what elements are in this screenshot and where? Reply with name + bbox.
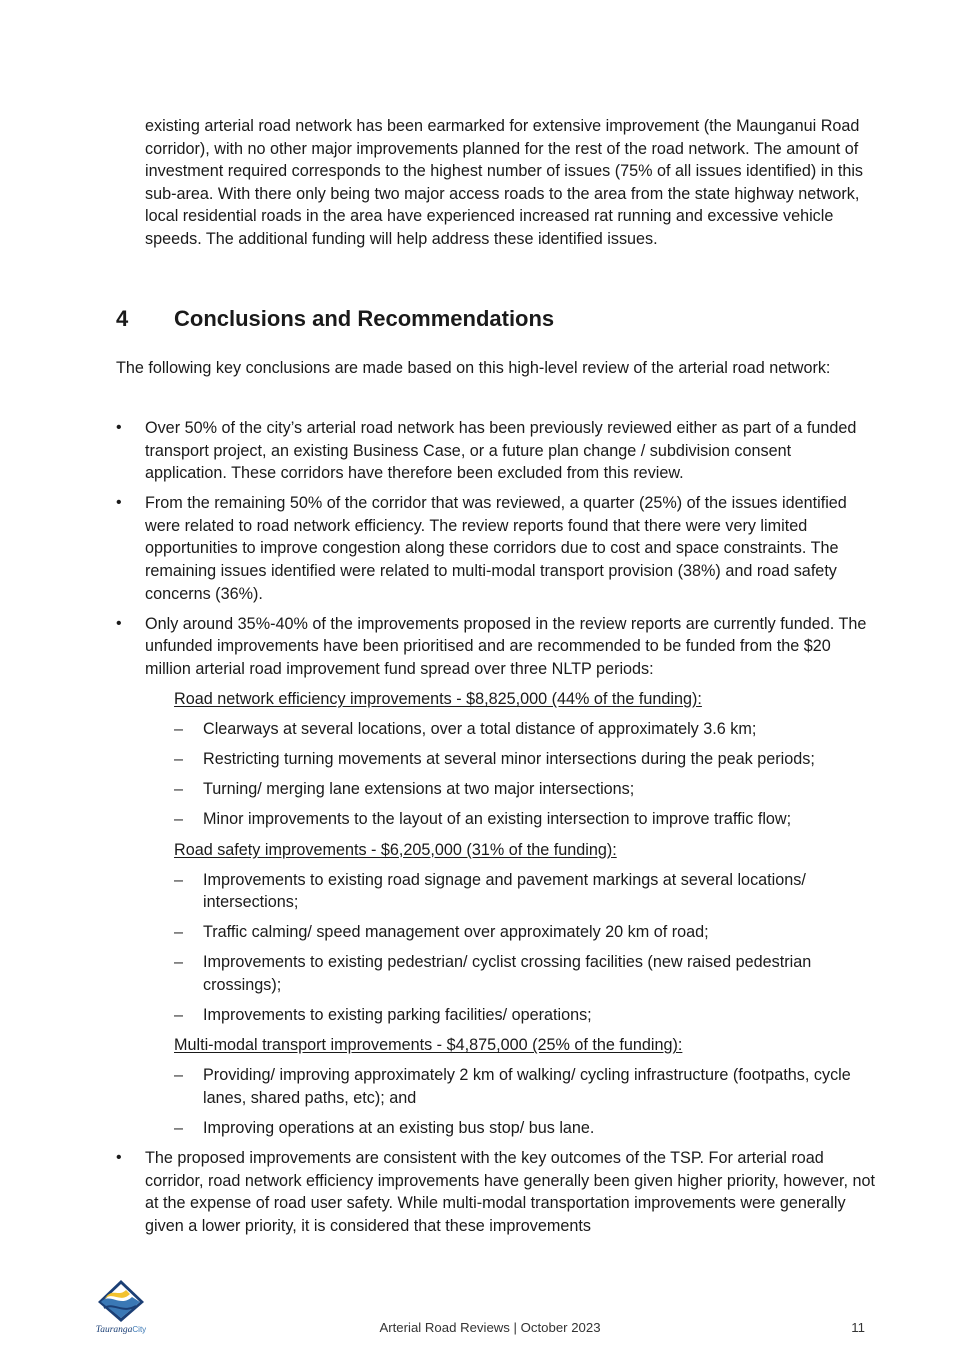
funding-item (116, 748, 876, 771)
dash-marker: – (174, 870, 184, 889)
tauranga-city-logo (88, 1278, 154, 1338)
dash-marker: – (174, 810, 184, 829)
logo-mark-icon (88, 1278, 154, 1324)
page-number: 11 (851, 1320, 865, 1335)
bullet-text: The proposed improvements are consistent with the key outcomes of the TSP. For arterial road corridor, road network efficiency improvements have generally been given higher priority, however, not at the expense of road user safety. While multi-modal transportation improvements were generally given a lower priority, it is considered that these improvements (145, 1149, 876, 1235)
section-number: 4 (116, 306, 129, 331)
conclusion-bullet (116, 417, 876, 485)
logo-wordmark (88, 1324, 154, 1336)
section-title: Conclusions and Recommendations (174, 306, 555, 331)
dash-marker: – (174, 750, 184, 769)
funding-group-heading: Road safety improvements - $6,205,000 (31% of the funding): (174, 840, 617, 859)
conclusion-bullet (116, 613, 876, 681)
logo-word-city: City (132, 1325, 147, 1334)
conclusions-list (116, 417, 876, 1245)
dash-marker: – (174, 1066, 184, 1085)
funding-item-text: Restricting turning movements at several minor intersections during the peak periods; (203, 750, 815, 769)
funding-group-heading: Road network efficiency improvements - $8,825,000 (44% of the funding): (174, 690, 702, 709)
funding-item-text: Turning/ merging lane extensions at two major intersections; (203, 780, 635, 799)
funding-item (116, 921, 876, 944)
funding-item-text: Improving operations at an existing bus stop/ bus lane. (203, 1118, 595, 1137)
funding-item (116, 951, 876, 996)
bullet-text: Over 50% of the city’s arterial road network has been previously reviewed either as part of a funded transport project, an existing Business Case, or a future plan change / subdivision consent application. These corridors have therefore been excluded from this review. (145, 419, 857, 483)
section-heading (116, 305, 876, 333)
lead-paragraph: The following key conclusions are made based on this high-level review of the arterial road network: (116, 359, 831, 377)
dash-marker: – (174, 1006, 184, 1025)
funding-item-text: Clearways at several locations, over a total distance of approximately 3.6 km; (203, 720, 757, 739)
dash-marker: – (174, 1118, 184, 1137)
funding-item-text: Providing/ improving approximately 2 km of walking/ cycling infrastructure (footpaths, cycle lanes, shared paths, etc); and (203, 1066, 851, 1107)
logo-word-tauranga: Tauranga (95, 1325, 133, 1335)
funding-item-text: Improvements to existing parking facilities/ operations; (203, 1006, 592, 1025)
funding-item (116, 718, 876, 741)
funding-item-text: Improvements to existing pedestrian/ cyclist crossing facilities (new raised pedestrian crossings); (203, 953, 812, 994)
bullet-marker: • (116, 419, 122, 436)
funding-item-text: Traffic calming/ speed management over approximately 20 km of road; (203, 923, 709, 942)
bullet-marker: • (116, 614, 122, 632)
funding-item (116, 1004, 876, 1027)
bullet-text: Only around 35%-40% of the improvements proposed in the review reports are currently funded. The unfunded improvements have been prioritised and are recommended to be funded from the $20 million arterial road improvement fund spread over three NLTP periods: (145, 614, 867, 678)
dash-marker: – (174, 953, 184, 972)
funding-item-text: Minor improvements to the layout of an existing intersection to improve traffic flow; (203, 810, 792, 829)
funding-item-text: Improvements to existing road signage and pavement markings at several locations/ intersections; (203, 870, 806, 912)
conclusion-bullet (116, 492, 876, 605)
footer-document-title: Arterial Road Reviews | October 2023 (379, 1320, 601, 1335)
dash-marker: – (174, 923, 184, 942)
funding-item (116, 1117, 876, 1140)
bullet-marker: • (116, 494, 122, 512)
funding-item (116, 808, 876, 831)
intro-paragraph: existing arterial road network has been earmarked for extensive improvement (the Maunganui Road corridor), with no other major improvements planned for the rest of the road network. The amount of investment required corresponds to the highest number of issues (75% of all issues identified) in this sub-area. With there only being two major access roads to the area from the state highway network, local residential roads in the area have experienced increased rat running and excessive vehicle speeds. The additional funding will help address these identified issues. (145, 117, 864, 248)
funding-item (116, 1064, 876, 1109)
dash-marker: – (174, 780, 184, 799)
dash-marker: – (174, 720, 184, 739)
funding-item (116, 869, 876, 914)
funding-item (116, 778, 876, 801)
bullet-marker: • (116, 1149, 122, 1167)
funding-group-heading: Multi-modal transport improvements - $4,875,000 (25% of the funding): (174, 1036, 683, 1055)
conclusion-bullet (116, 1147, 876, 1237)
bullet-text: From the remaining 50% of the corridor that was reviewed, a quarter (25%) of the issues identified were related to road network efficiency. The review reports found that there were very limited opportunities to improve congestion along these corridors due to cost and space constraints. The remaining issues identified were related to multi-modal transport provision (38%) and road safety concerns (36%). (145, 494, 847, 603)
